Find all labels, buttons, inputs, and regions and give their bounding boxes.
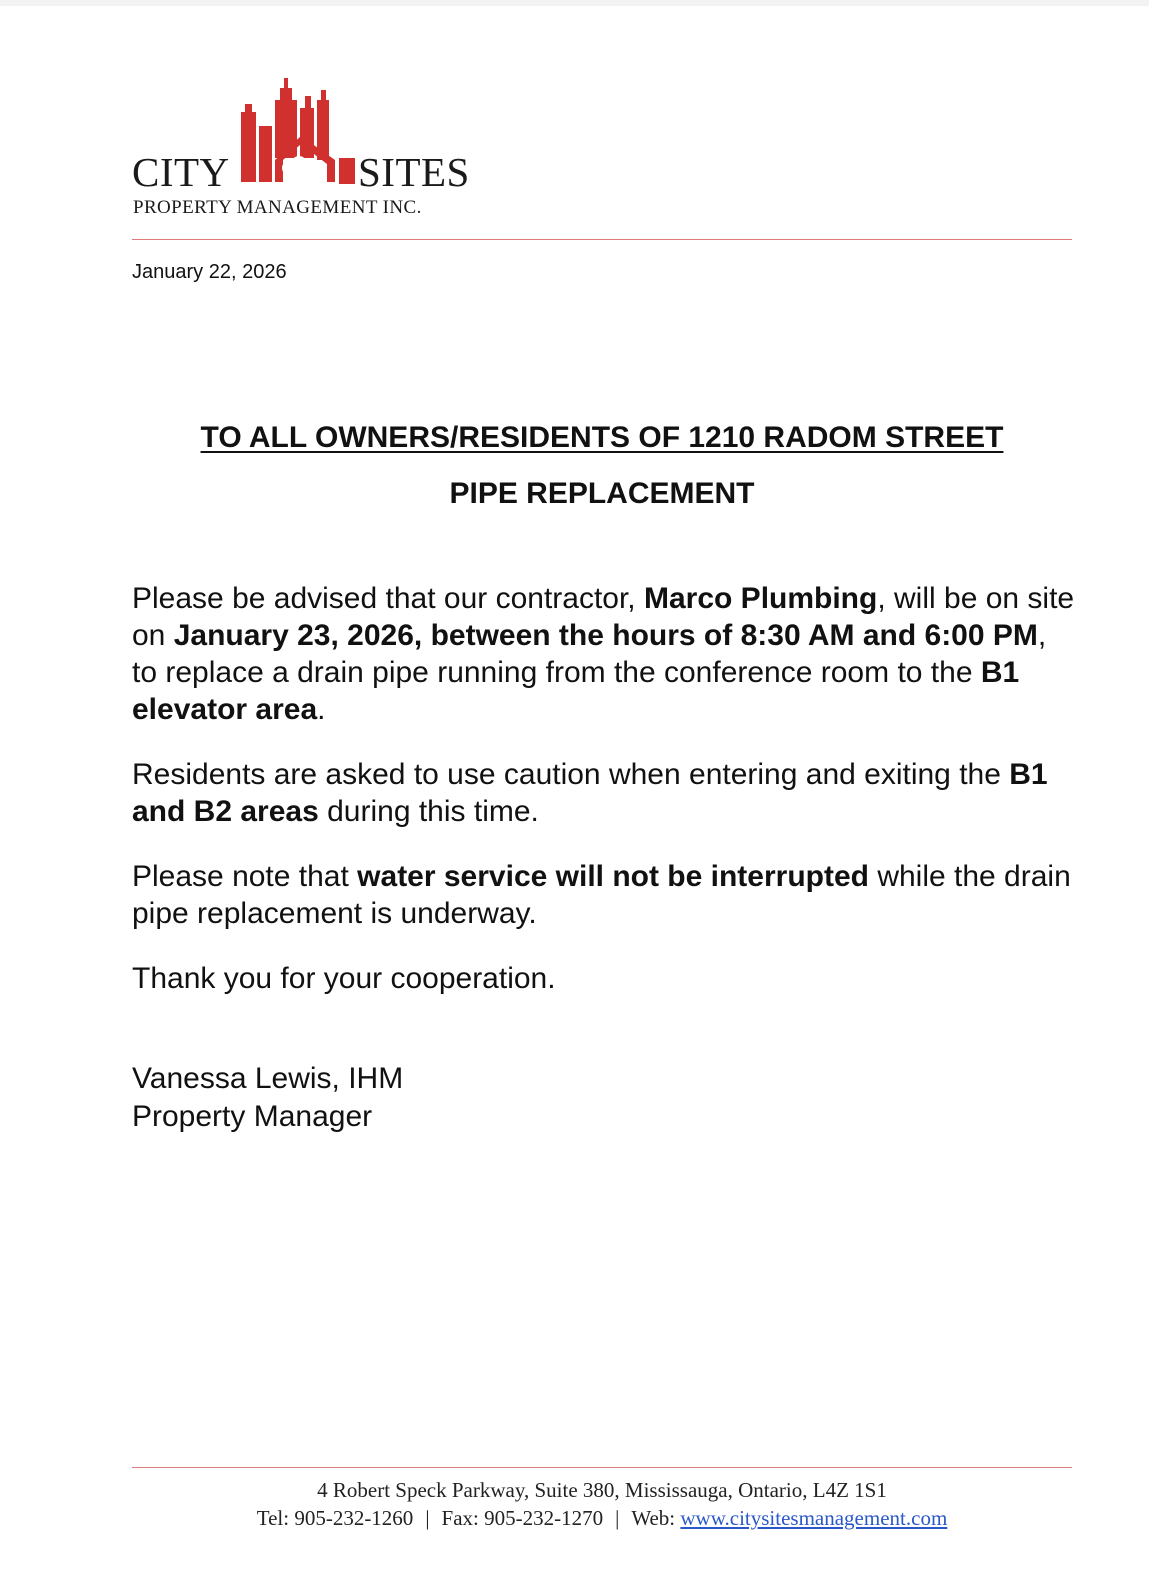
footer-divider	[132, 1467, 1072, 1468]
logo-word-city: CITY	[132, 149, 230, 195]
notice-subheading: PIPE REPLACEMENT	[449, 477, 755, 510]
text-segment: during this time.	[318, 795, 539, 828]
affected-areas: B1 and B2 areas	[132, 758, 1048, 828]
water-service-note: water service will not be interrupted	[357, 860, 869, 893]
text-segment: , will be on site on	[132, 582, 1075, 652]
text-segment: Residents are asked to use caution when entering and exiting the	[132, 758, 1010, 791]
notice-heading: TO ALL OWNERS/RESIDENTS OF 1210 RADOM STREET	[200, 421, 1004, 454]
footer-web-label: Web:	[631, 1506, 676, 1530]
work-location: B1 elevator area	[132, 656, 1020, 726]
text-segment: .	[317, 693, 326, 726]
logo-word-sites: SITES	[358, 149, 470, 195]
footer-address: 4 Robert Speck Parkway, Suite 380, Mississauga, Ontario, L4Z 1S1	[317, 1478, 887, 1502]
paragraph-contractor-notice	[132, 580, 1077, 728]
signature-name: Vanessa Lewis, IHM	[132, 1062, 404, 1095]
text-segment: Please note that	[132, 860, 358, 893]
signature-block	[132, 1060, 403, 1136]
work-schedule: January 23, 2026, between the hours of 8:30 AM and 6:00 PM	[173, 619, 1038, 652]
paragraph-thanks: Thank you for your cooperation.	[132, 962, 556, 995]
letter-date: January 22, 2026	[132, 261, 287, 283]
footer-website-link[interactable]: www.citysitesmanagement.com	[680, 1506, 948, 1530]
header-divider	[132, 239, 1072, 240]
footer-contact-line	[132, 1504, 1072, 1532]
company-logo	[132, 78, 492, 228]
logo-subtitle: PROPERTY MANAGEMENT INC.	[133, 197, 422, 218]
contractor-name: Marco Plumbing	[643, 582, 878, 615]
letter-page	[0, 6, 1149, 1571]
letter-body	[132, 580, 1077, 1025]
city-skyline-logo-icon	[239, 78, 357, 186]
footer-fax: Fax: 905-232-1270	[441, 1506, 604, 1530]
letterhead-footer	[132, 1476, 1072, 1532]
footer-tel: Tel: 905-232-1260	[256, 1506, 414, 1530]
text-segment: while the drain pipe replacement is underway.	[132, 860, 1071, 930]
paragraph-caution	[132, 756, 1077, 830]
text-segment: , to replace a drain pipe running from the conference room to the	[132, 619, 1047, 689]
footer-separator: |	[615, 1506, 620, 1530]
footer-separator: |	[425, 1506, 430, 1530]
paragraph-water-service	[132, 858, 1077, 932]
text-segment: Please be advised that our contractor,	[132, 582, 644, 615]
signature-title: Property Manager	[132, 1100, 373, 1133]
